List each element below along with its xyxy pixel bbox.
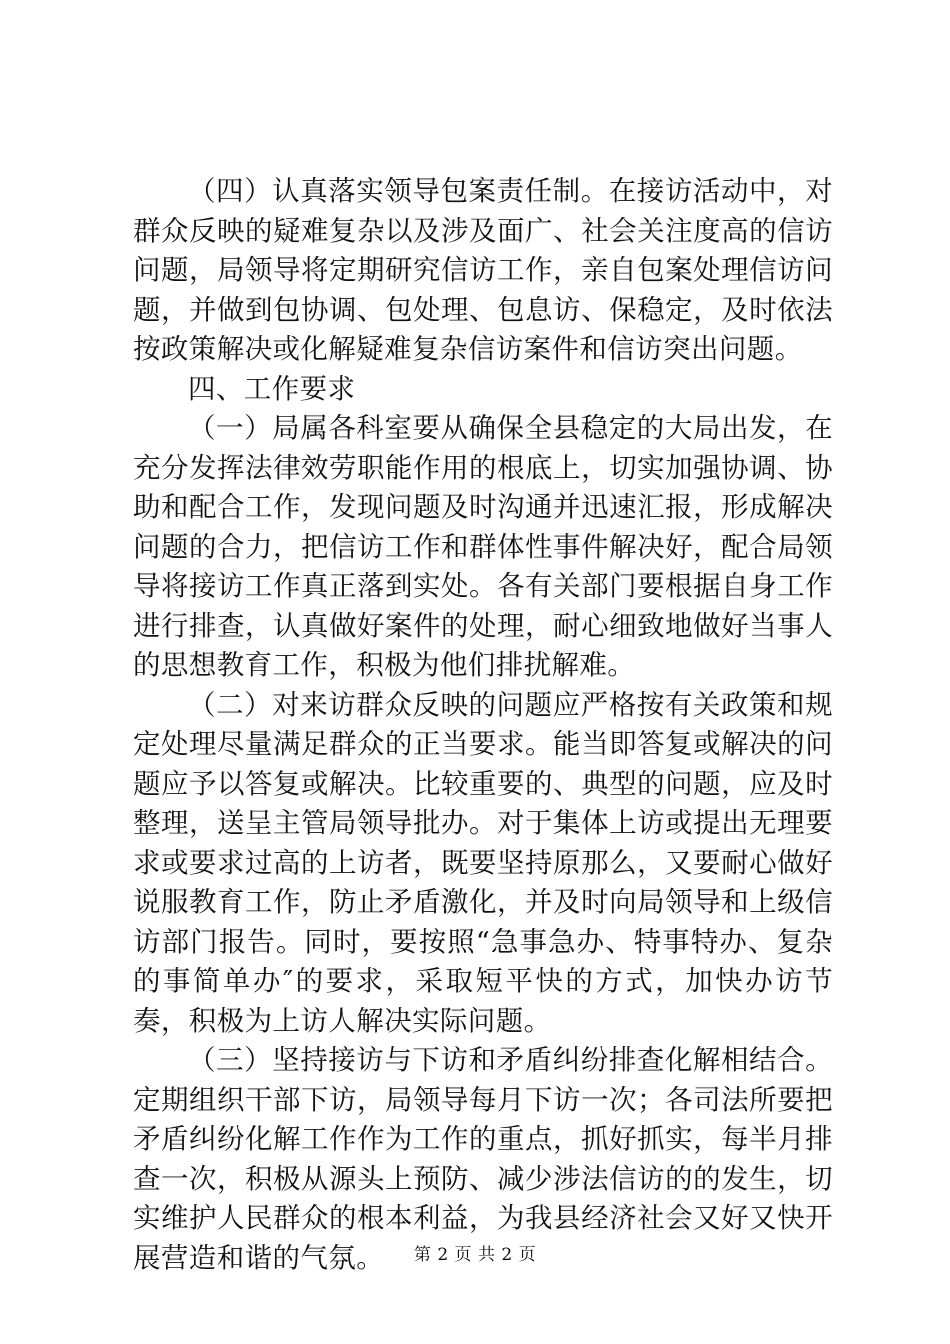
page-footer: 第 2 页 共 2 页 [413, 1245, 537, 1265]
document-body [133, 172, 833, 1278]
paragraph-requirement-one: （一）局属各科室要从确保全县稳定的大局出发，在充分发挥法律效劳职能作用的根底上，切实加强协调、协助和配合工作，发现问题及时沟通并迅速汇报，形成解决问题的合力，把信访工作和群体性事件解决好，配合局领导将接访工作真正落到实处。各有关部门要根据自身工作进行排查，认真做好案件的处理，耐心细致地做好当事人的思想教育工作，积极为他们排扰解难。 [133, 412, 833, 681]
paragraph-responsibility-system: （四）认真落实领导包案责任制。在接访活动中，对群众反映的疑难复杂以及涉及面广、社会关注度高的信访问题，局领导将定期研究信访工作，亲自包案处理信访问题，并做到包协调、包处理、包息访、保稳定，及时依法按政策解决或化解疑难复杂信访案件和信访突出问题。 [133, 175, 833, 365]
paragraph-requirement-three: （三）坚持接访与下访和矛盾纠纷排查化解相结合。定期组织干部下访，局领导每月下访一次；各司法所要把矛盾纠纷化解工作作为工作的重点，抓好抓实，每半月排查一次，积极从源头上预防、减少涉法信访的的发生，切实维护人民群众的根本利益，为我县经济社会又好又快开展营造和谐的气氛。 [133, 1044, 833, 1274]
paragraph-requirement-two: （二）对来访群众反映的问题应严格按有关政策和规定处理尽量满足群众的正当要求。能当即答复或解决的问题应予以答复或解决。比较重要的、典型的问题，应及时整理，送呈主管局领导批办。对于集体上访或提出无理要求或要求过高的上访者，既要坚持原那么，又要耐心做好说服教育工作，防止矛盾激化，并及时向局领导和上级信访部门报告。同时，要按照“急事急办、特事特办、复杂的事简单办″的要求，采取短平快的方式，加快办访节奏，积极为上访人解决实际问题。 [133, 688, 833, 1037]
section-heading-work-requirements: 四、工作要求 [188, 372, 356, 405]
